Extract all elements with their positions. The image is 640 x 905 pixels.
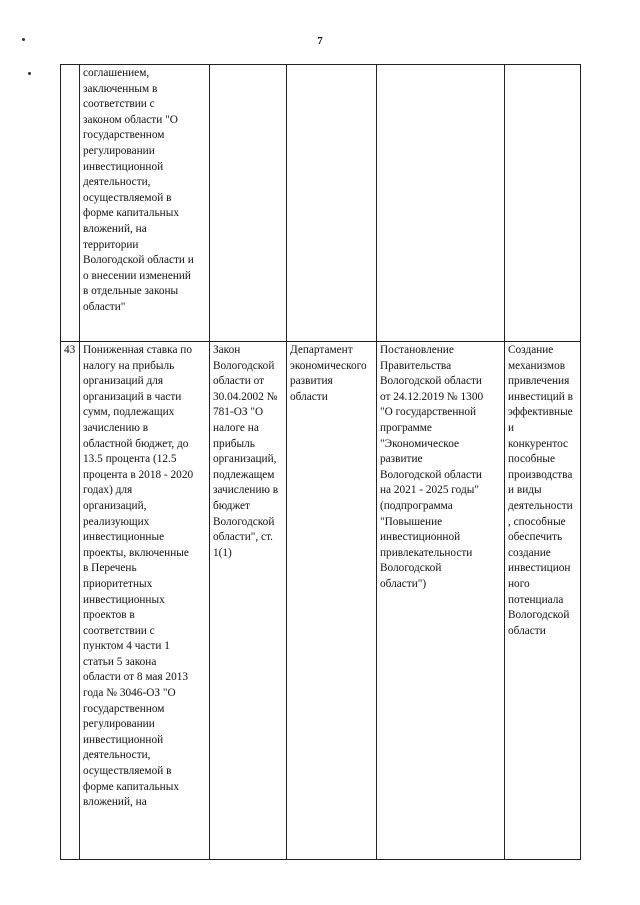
law-cell bbox=[210, 342, 287, 860]
goal-cell bbox=[505, 342, 581, 860]
table-row bbox=[61, 65, 581, 342]
curator-cell bbox=[287, 65, 377, 342]
measures-table bbox=[60, 64, 581, 860]
scan-artifact-dot bbox=[28, 72, 31, 75]
measure-cell bbox=[80, 342, 210, 860]
goal-text: Создание механизмов привлечения инвестиций в эффективные и конкурентос пособные производства и виды деятельности , способные обеспечить создание инвестицион ного потенциала Вологодской области bbox=[508, 344, 573, 637]
measure-cell bbox=[80, 65, 210, 342]
page-number: 7 bbox=[317, 35, 323, 47]
row-number-cell bbox=[61, 65, 80, 342]
program-text: Постановление Правительства Вологодской области от 24.12.2019 № 1300 "О государственной программе "Экономическое развитие Вологодской области на 2021 - 2025 годы" (подпрограмма "Повышение инвестиционной привлекательности Вологодской области") bbox=[380, 344, 484, 590]
program-cell bbox=[377, 65, 505, 342]
program-cell bbox=[377, 342, 505, 860]
row-number-cell bbox=[61, 342, 80, 860]
law-cell bbox=[210, 65, 287, 342]
measure-text: соглашением, заключенным в соответствии с законом области "О государственном регулировании инвестиционной деятельности, осуществляемой в форме капитальных вложений, на территории Вологодской области и о внесении изменений в отдельные законы области" bbox=[83, 67, 194, 313]
scan-artifact-dot bbox=[22, 38, 25, 41]
goal-cell bbox=[505, 65, 581, 342]
law-text: Закон Вологодской области от 30.04.2002 № 781-ОЗ "О налоге на прибыль организаций, подлежащем зачислению в бюджет Вологодской области", ст. 1(1) bbox=[213, 344, 279, 559]
curator-cell bbox=[287, 342, 377, 860]
table-row bbox=[61, 342, 581, 860]
curator-text: Департамент экономического развития области bbox=[290, 344, 367, 403]
row-number: 43 bbox=[64, 344, 76, 356]
measure-text: Пониженная ставка по налогу на прибыль организаций для организаций в части сумм, подлежащих зачислению в областной бюджет, до 13.5 процента (12.5 процента в 2018 - 2020 годах) для организаций, реализующих инвестиционные проекты, включенные в Перечень приоритетных инвестиционных проектов в соответствии с пунктом 4 части 1 статьи 5 закона области от 8 мая 2013 года № 3046-ОЗ "О государственном регулировании инвестиционной деятельности, осуществляемой в форме капитальных вложений, на bbox=[83, 344, 194, 809]
